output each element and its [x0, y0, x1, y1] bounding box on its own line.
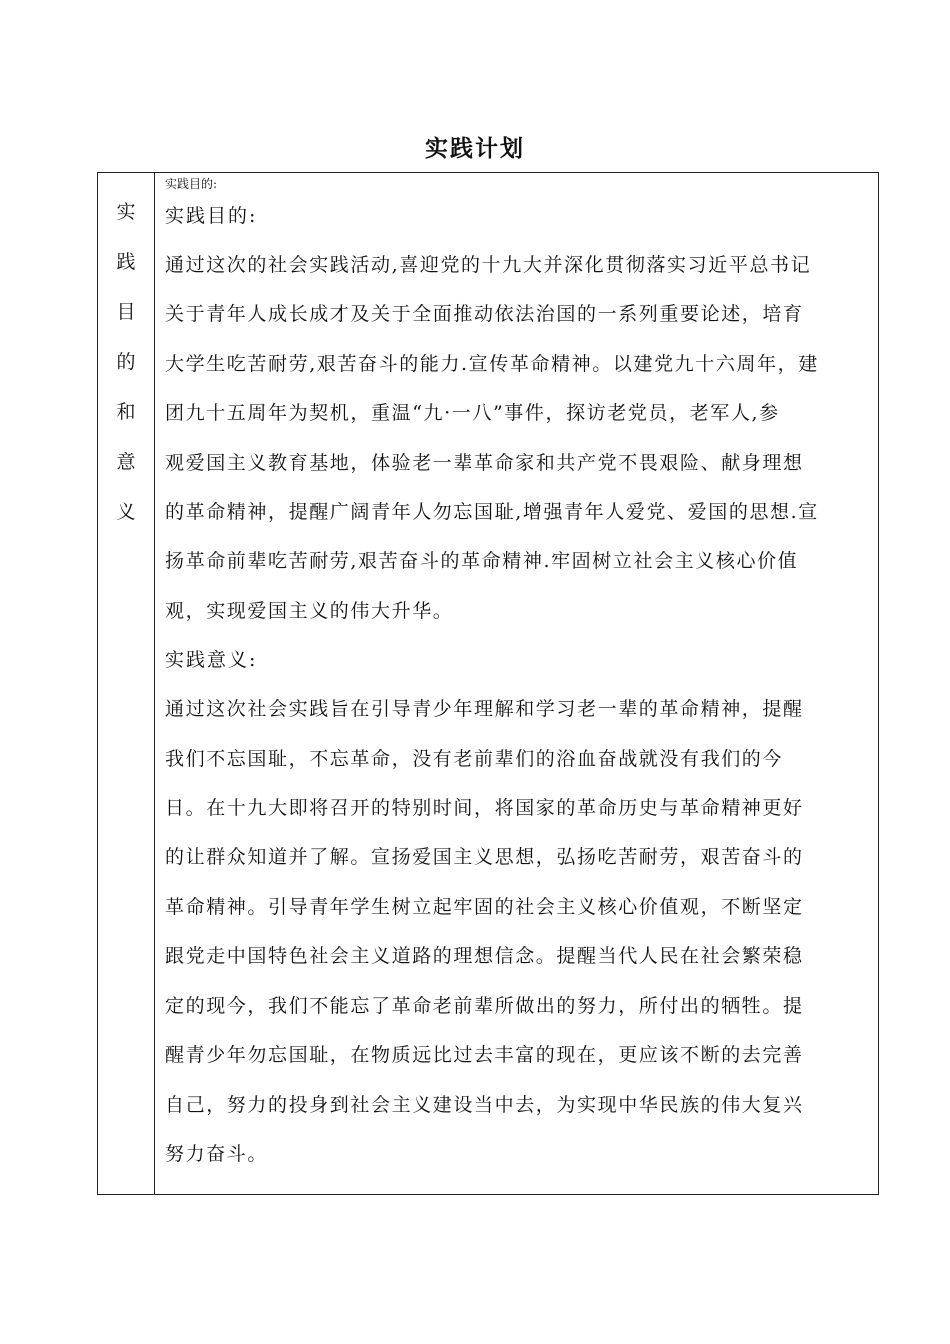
paragraph-line: 关于青年人成长成才及关于全面推动依法治国的一系列重要论述，培育 [165, 303, 804, 326]
side-label-char: 目 [116, 301, 136, 323]
side-label-char: 的 [116, 351, 136, 373]
page-title: 实践计划 [425, 135, 525, 162]
paragraph-line: 观，实现爱国主义的伟大升华。 [165, 599, 454, 622]
significance-heading: 实践意义: [165, 649, 258, 672]
paragraph-line: 通过这次社会实践旨在引导青少年理解和学习老一辈的革命精神，提醒 [165, 698, 804, 721]
paragraph-line: 努力奋斗。 [165, 1142, 269, 1165]
paragraph-line: 自己，努力的投身到社会主义建设当中去，为实现中华民族的伟大复兴 [165, 1093, 804, 1116]
side-label-char: 义 [116, 501, 136, 523]
side-label-char: 和 [116, 401, 136, 423]
paragraph-line: 通过这次的社会实践活动,喜迎党的十九大并深化贯彻落实习近平总书记 [165, 254, 812, 276]
paragraph-line: 我们不忘国耻，不忘革命，没有老前辈们的浴血奋战就没有我们的今 [165, 747, 784, 770]
plan-table [97, 172, 879, 1195]
paragraph-line: 日。在十九大即将召开的特别时间，将国家的革命历史与革命精神更好 [165, 797, 804, 820]
content-cell [155, 173, 878, 1194]
purpose-paragraph [165, 241, 870, 636]
paragraph-line: 的让群众知道并了解。宣扬爱国主义思想，弘扬吃苦耐劳，艰苦奋斗的 [165, 846, 804, 869]
side-label-char: 意 [116, 451, 136, 473]
paragraph-line: 观爱国主义教育基地，体验老一辈革命家和共产党不畏艰险、献身理想 [165, 451, 804, 474]
purpose-heading: 实践目的: [165, 205, 258, 227]
paragraph-line: 扬革命前辈吃苦耐劳,艰苦奋斗的革命精神.牢固树立社会主义核心价值 [165, 550, 799, 573]
side-label-cell [98, 173, 155, 1194]
paragraph-line: 跟党走中国特色社会主义道路的理想信念。提醒当代人民在社会繁荣稳 [165, 945, 804, 968]
side-label-char: 实 [116, 201, 136, 223]
paragraph-line: 定的现今，我们不能忘了革命老前辈所做出的努力，所付出的牺牲。提 [165, 994, 804, 1017]
paragraph-line: 革命精神。引导青年学生树立起牢固的社会主义核心价值观，不断坚定 [165, 895, 804, 918]
significance-paragraph [165, 685, 870, 1179]
paragraph-line: 的革命精神，提醒广阔青年人勿忘国耻,增强青年人爱党、爱国的思想.宣 [165, 501, 819, 524]
paragraph-line: 大学生吃苦耐劳,艰苦奋斗的能力.宣传革命精神。以建党九十六周年，建 [165, 352, 819, 375]
paragraph-line: 醒青少年勿忘国耻，在物质远比过去丰富的现在，更应该不断的去完善 [165, 1044, 804, 1067]
side-label-char: 践 [116, 251, 136, 273]
paragraph-line: 团九十五周年为契机，重温“九·一八”事件，探访老党员，老军人,参 [165, 402, 780, 425]
small-heading: 实践目的: [165, 177, 218, 191]
